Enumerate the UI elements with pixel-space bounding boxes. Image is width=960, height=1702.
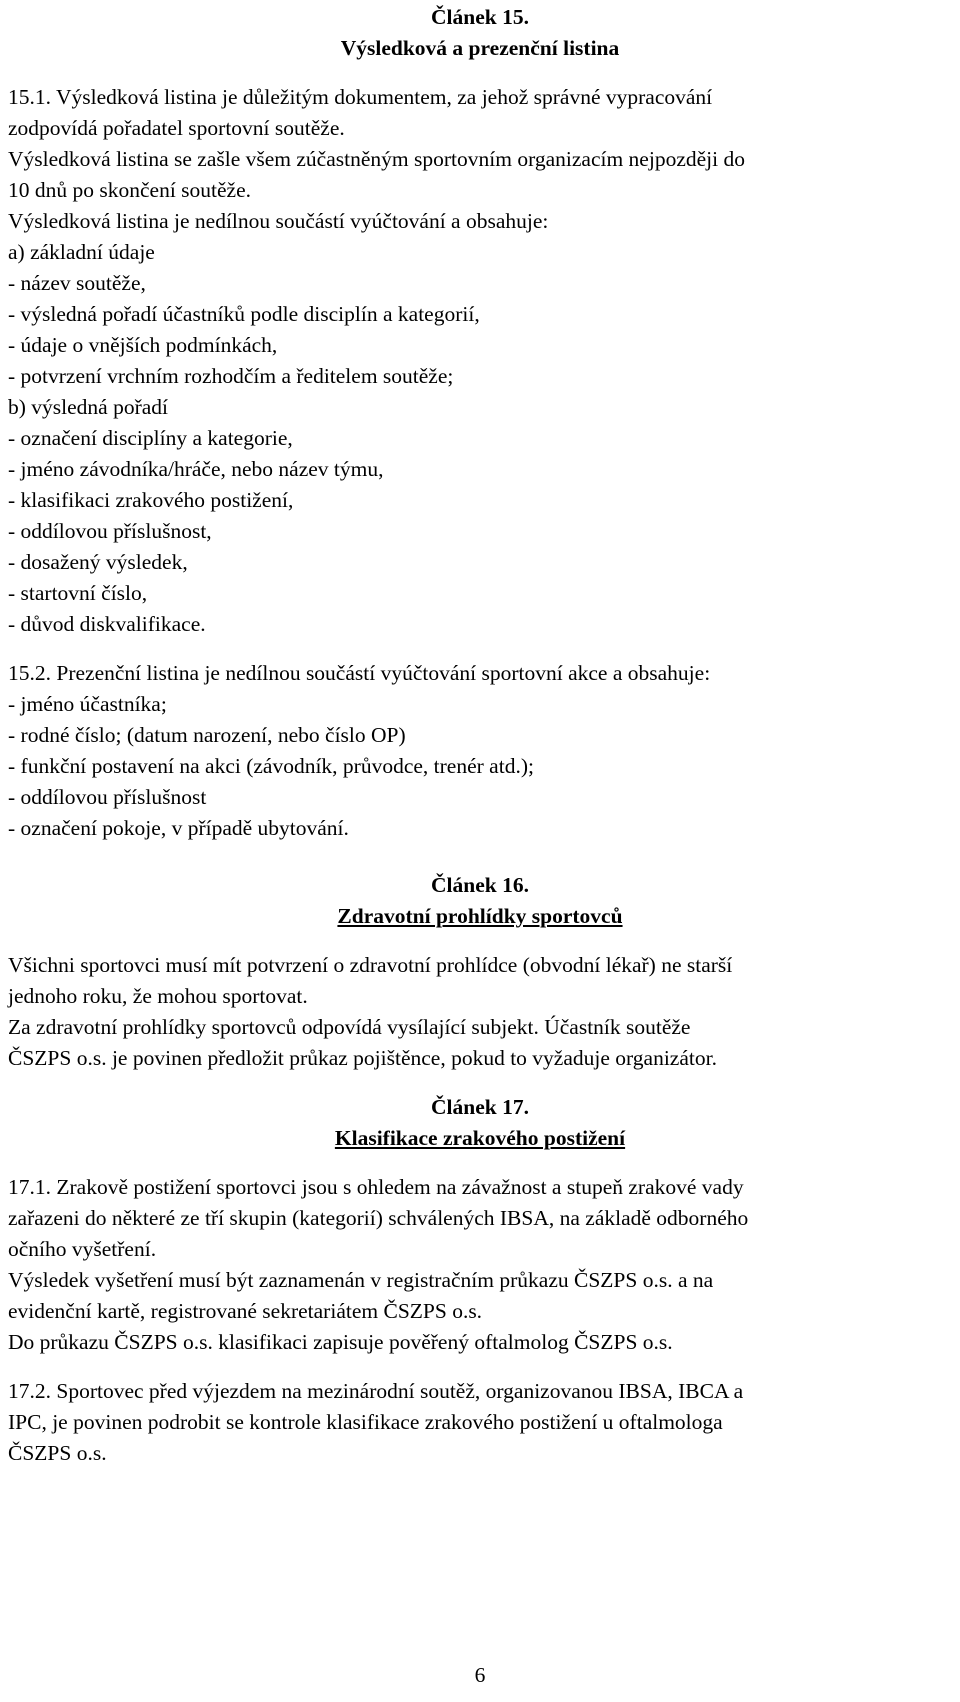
text-line: - rodné číslo; (datum narození, nebo číslo OP) bbox=[8, 723, 406, 747]
article-15-section-1 bbox=[8, 82, 952, 640]
text-line: b) výsledná pořadí bbox=[8, 395, 169, 419]
text-line: ČSZPS o.s. je povinen předložit průkaz pojištěnce, pokud to vyžaduje organizátor. bbox=[8, 1046, 717, 1070]
article-17-section-2 bbox=[8, 1376, 952, 1469]
text-line: zařazeni do některé ze tří skupin (kategorií) schválených IBSA, na základě odborného bbox=[8, 1206, 749, 1230]
text-line: Do průkazu ČSZPS o.s. klasifikaci zapisuje pověřený oftalmolog ČSZPS o.s. bbox=[8, 1330, 673, 1354]
text-line: - výsledná pořadí účastníků podle disciplín a kategorií, bbox=[8, 302, 480, 326]
text-line: 15.2. Prezenční listina je nedílnou součástí vyúčtování sportovní akce a obsahuje: bbox=[8, 661, 711, 685]
text-line: a) základní údaje bbox=[8, 240, 155, 264]
text-line: ČSZPS o.s. bbox=[8, 1441, 107, 1465]
text-line: IPC, je povinen podrobit se kontrole klasifikace zrakového postižení u oftalmologa bbox=[8, 1410, 723, 1434]
text-line: - oddílovou příslušnost bbox=[8, 785, 207, 809]
text-line: evidenční kartě, registrované sekretariátem ČSZPS o.s. bbox=[8, 1299, 483, 1323]
text-line: zodpovídá pořadatel sportovní soutěže. bbox=[8, 116, 345, 140]
text-line: 10 dnů po skončení soutěže. bbox=[8, 178, 252, 202]
article-17-subtitle: Klasifikace zrakového postižení bbox=[334, 1126, 626, 1150]
text-line: Výsledek vyšetření musí být zaznamenán v registračním průkazu ČSZPS o.s. a na bbox=[8, 1268, 714, 1292]
text-line: - klasifikaci zrakového postižení, bbox=[8, 488, 294, 512]
text-line: - označení disciplíny a kategorie, bbox=[8, 426, 293, 450]
article-15-title: Článek 15. bbox=[431, 5, 529, 29]
text-line: - oddílovou příslušnost, bbox=[8, 519, 212, 543]
article-16-subtitle: Zdravotní prohlídky sportovců bbox=[337, 904, 623, 928]
text-line: - jméno závodníka/hráče, nebo název týmu, bbox=[8, 457, 384, 481]
text-line: jednoho roku, že mohou sportovat. bbox=[8, 984, 308, 1008]
text-line: - funkční postavení na akci (závodník, průvodce, trenér atd.); bbox=[8, 754, 534, 778]
text-line: 15.1. Výsledková listina je důležitým dokumentem, za jehož správné vypracování bbox=[8, 85, 713, 109]
article-15-subtitle: Výsledková a prezenční listina bbox=[340, 36, 620, 60]
text-line: očního vyšetření. bbox=[8, 1237, 157, 1261]
article-16-title: Článek 16. bbox=[431, 873, 529, 897]
text-line: - název soutěže, bbox=[8, 271, 146, 295]
text-line: 17.1. Zrakově postižení sportovci jsou s ohledem na závažnost a stupeň zrakové vady bbox=[8, 1175, 744, 1199]
text-line: - označení pokoje, v případě ubytování. bbox=[8, 816, 349, 840]
article-15-section-2 bbox=[8, 658, 952, 844]
text-line: Výsledková listina se zašle všem zúčastněným sportovním organizacím nejpozději do bbox=[8, 147, 745, 171]
text-line: - důvod diskvalifikace. bbox=[8, 612, 206, 636]
text-line: - jméno účastníka; bbox=[8, 692, 167, 716]
text-line: Všichni sportovci musí mít potvrzení o zdravotní prohlídce (obvodní lékař) ne starší bbox=[8, 953, 733, 977]
article-16-body bbox=[8, 950, 952, 1074]
text-line: - dosažený výsledek, bbox=[8, 550, 188, 574]
article-17-section-1 bbox=[8, 1172, 952, 1358]
document-page bbox=[8, 0, 952, 1687]
text-line: Výsledková listina je nedílnou součástí vyúčtování a obsahuje: bbox=[8, 209, 549, 233]
text-line: - potvrzení vrchním rozhodčím a ředitelem soutěže; bbox=[8, 364, 454, 388]
page-number: 6 bbox=[474, 1663, 486, 1687]
text-line: 17.2. Sportovec před výjezdem na mezinárodní soutěž, organizovanou IBSA, IBCA a bbox=[8, 1379, 744, 1403]
article-17-title: Článek 17. bbox=[431, 1095, 529, 1119]
text-line: - startovní číslo, bbox=[8, 581, 148, 605]
text-line: - údaje o vnějších podmínkách, bbox=[8, 333, 278, 357]
text-line: Za zdravotní prohlídky sportovců odpovídá vysílající subjekt. Účastník soutěže bbox=[8, 1015, 691, 1039]
